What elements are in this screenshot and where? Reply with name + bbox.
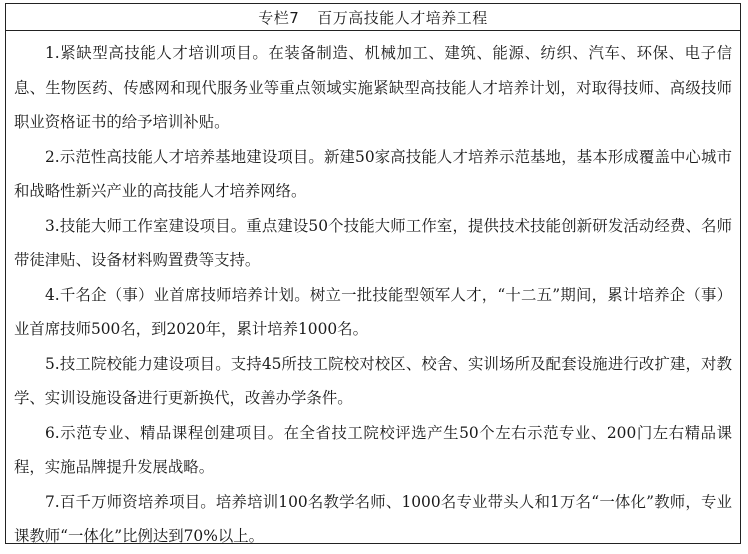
list-item: 1.紧缺型高技能人才培训项目。在装备制造、机械加工、建筑、能源、纺织、汽车、环保、电子信息、生物医药、传感网和现代服务业等重点领域实施紧缺型高技能人才培养计划，对取得技师、高级技师职业资格证书的给予培训补贴。	[14, 44, 732, 131]
list-item: 7.百千万师资培养项目。培养培训100名教学名师、1000名专业带头人和1万名“一体化”教师，专业课教师“一体化”比例达到70%以上。	[14, 492, 732, 545]
list-item: 6.示范专业、精品课程创建项目。在全省技工院校评选产生50个左右示范专业、200门左右精品课程，实施品牌提升发展战略。	[14, 423, 732, 476]
list-item: 4.千名企（事）业首席技师培养计划。树立一批技能型领军人才，“十二五”期间，累计培养企（事）业首席技师500名，到2020年，累计培养1000名。	[14, 285, 732, 338]
box-title: 百万高技能人才培养工程	[317, 8, 488, 27]
item-list	[6, 31, 740, 554]
box-header	[6, 4, 740, 31]
list-item: 2.示范性高技能人才培养基地建设项目。新建50家高技能人才培养示范基地，基本形成覆盖中心城市和战略性新兴产业的高技能人才培养网络。	[14, 147, 732, 200]
column-label: 专栏7	[258, 8, 300, 27]
list-item: 3.技能大师工作室建设项目。重点建设50个技能大师工作室，提供技术技能创新研发活动经费、名师带徒津贴、设备材料购置费等支持。	[14, 216, 732, 269]
list-item: 5.技工院校能力建设项目。支持45所技工院校对校区、校舍、实训场所及配套设施进行改扩建，对教学、实训设施设备进行更新换代，改善办学条件。	[14, 354, 732, 407]
feature-box	[5, 3, 741, 544]
